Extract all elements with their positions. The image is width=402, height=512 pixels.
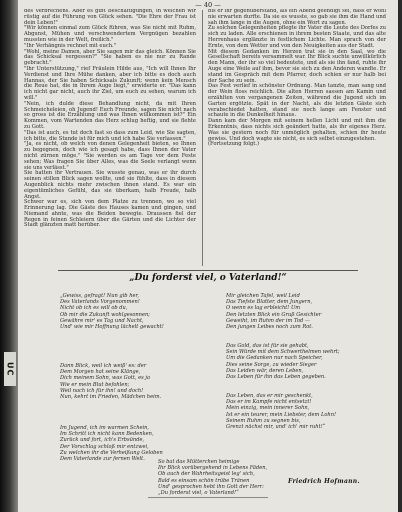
- poem-line: Gewähre mir' es Tag und Nacht,: [60, 317, 144, 324]
- poem-line: Ob mir die Zukunft wohlgesonnen;: [60, 311, 150, 318]
- poem-line: Sein Würde mit dem Schwerthelmen wehrt;: [226, 349, 340, 356]
- poem-author: Friedrich Hofmann.: [288, 478, 360, 485]
- page-number: — 40 —: [195, 1, 221, 9]
- poem-line: Ihr Blick vorübergehend in Lebens Fäden,: [158, 465, 268, 472]
- article-paragraph: "Ja, es nicht, ob welch von denen Gelegenheit bieten, so Ihnen zu begegnen, doch wie ich gesagt habe, dass Ihnen der Vater nicht zürnen möge." "Sie werden es am Tage vor dem Feste sehen; Was fragen Sie über Alles, was die Seele verlangt wenn sie uns verlässt.": [24, 141, 196, 171]
- article-paragraph: "Wohl, meine Damen, aber Sie sagen mir das gleich. Können Sie das Schicksal vergessen?" "Sie haben es nie nur zu Rande gebracht.": [24, 48, 196, 67]
- poem-line: Dem Vaterlande zur fernen Welt.: [60, 456, 145, 463]
- poem-line: „Gewiss, gefragt! Nun gib her,: [60, 293, 139, 299]
- poem-line: Den jungen Leibes noch zum Rot.: [226, 324, 313, 331]
- poem-line: Das Tiefste Blatter, dem Jungern,: [226, 299, 313, 306]
- article-paragraph: "Ihr Verhängnis rechnet mit euch.": [24, 42, 117, 49]
- article-column-right: [208, 9, 386, 267]
- poem-stanza-final: [158, 459, 267, 496]
- article-paragraph: des Verbrechens. Aber es gibt Beschäftigungen, in welchen wir rüstig auf die Führung von Glück sehen. "Die Ehre der Frau ist dein Leben!": [24, 9, 196, 26]
- article-paragraph: "Das ist auch, es tut doch fast so dass zum Leid, wie Sie sagten, ich bitte, die Stunde ist für mich und ich habe Sie verlassen.": [24, 129, 196, 142]
- article-paragraph: Schwer war es, sich von dem Platze zu trennen, wo so viel Erinnerung lag. Die Gäste des Hauses kamen und gingen, und Niemand ahnte, was die Beiden bewegte. Draussen fiel der Regen in feinen Schleiern über die Gärten und die Lichter der Stadt glänzten matt herüber.: [24, 199, 196, 229]
- poem-title: „Du forderst viel, o Vaterland!“: [129, 273, 287, 283]
- poem-line: Dem Morgen hat seine Klänge,: [60, 369, 141, 376]
- poem-line: Dies seine Sorge, zu wieder Sieger: [226, 361, 317, 368]
- article-paragraph: (Fortsetzung folgt.): [208, 141, 260, 148]
- poem-line: Weil nach ich für ihn! und doch!: [60, 387, 144, 394]
- poem-stanza: [226, 343, 340, 380]
- scan-binding-edge: [0, 0, 18, 512]
- poem-line: Mein einzig, mein innerer Sohn,: [226, 405, 310, 412]
- poem-line: O wenn es lag erbleicht! Um: [226, 305, 301, 312]
- poem-stanza: [226, 293, 321, 330]
- article-paragraph: Das Fest verlief in schönster Ordnung. Man tanzte, man sang und der Wein floss reichlich. Die alten Herren sassen am Kamin und erzählten von vergangenen Zeiten, während die Jugend sich im Garten ergötzte. Spät in der Nacht, als die letzten Gäste sich verabschiedet hatten, stand sie noch lange am Fenster und schaute in die Dunkelheit hinaus.: [208, 83, 386, 119]
- article-paragraph: Dann kam der Morgen mit seinem hellen Licht und mit ihm die Erkenntnis, dass nichts sich geändert hatte, als ihr eigenes Herz. Was sie gestern noch für unmöglich gehalten, schien ihr heute gewiss. Und doch wagte sie nicht, es sich selbst einzugestehen.: [208, 118, 386, 142]
- poem-line: Grenzt nächst mir, und' ich' mir ruht!“: [226, 424, 326, 431]
- poem-line: Das Leben für ihn das Leben gegeben.: [226, 374, 326, 381]
- article-paragraph: Mit diesem Gedanken im Herzen trat sie in den Saal, wo die Gesellschaft bereits versammelt war. Ihr Blick suchte unwillkürlich den Mann, der ihr so viel bedeutete, und als sie ihn fand, ruhte ihr Auge eine Weile auf ihm, bevor sie sich zu den Anderen wandte. Er stand im Gespräch mit dem Pfarrer, doch schien er nur halb bei der Sache zu sein.: [208, 48, 386, 84]
- edge-label-fragment: UC: [4, 352, 16, 386]
- section-separator: [58, 270, 358, 271]
- poem-end-rule: [148, 497, 268, 498]
- article-paragraph: bis er ihr gegenüberstand, als ein Abend geendigt sei, dass er wohl nie erwarten durfte. Da sie es wusste, so gab sie ihm die Hand und sah ihm lange in die Augen, ohne ein Wort zu sagen.: [208, 9, 386, 26]
- poem-line: Nun, kehrt im Frieden, Mädchen heim.: [60, 394, 162, 401]
- poem-line: Mir gleichen Tafel, weil Leid: [226, 293, 300, 299]
- poem-line: Das Leiden wär, deren Leben,: [226, 367, 304, 374]
- poem-line: Dann Blick, weil ich weiß' es: der: [60, 363, 147, 369]
- poem-line: Seinem Ruhm zu segnen bis,: [226, 417, 301, 424]
- poem-line: Der Vorschlag schloß mir entzwei,: [60, 443, 149, 450]
- poem-line: Und' wie mir Hoffnung lächelt gewacht!: [60, 324, 164, 331]
- poem-line: Im Schritt ich nicht kann Bedenken,: [60, 431, 154, 438]
- article-paragraph: Sie hatten ihr Vertrauen. Sie wusste genau, was er ihr durch seinen stillen Blick sagen wollte, und sie fühlte, dass in diesem Augenblick nichts mehr zwischen ihnen stand. Es war ein eigentümliches Gefühl, das sie überkam, halb Freude, halb Angst.: [24, 170, 196, 200]
- poem-line: Zu welchen ihr die Verheißung Geloben: [60, 449, 163, 456]
- poem-line: Nicht ob ich es will ob du,: [60, 305, 128, 312]
- poem-stanza: [60, 363, 161, 400]
- poem-stanza: [226, 393, 336, 430]
- article-paragraph: "Wir können einmal zum Glück führen, was Sie nicht mit Ruhm, Abgunst, Mühen und verschwendertem Vergnügen bezahlen mussten wie in der Welt, freilich.": [24, 25, 196, 43]
- poem-line: „Du forderst viel, o Vaterland!“: [158, 490, 239, 497]
- poem-line: Das Gold, das ist für sie gehabt,: [226, 343, 309, 349]
- poem-line: Im Jugend, ich im warmen Schein,: [60, 425, 150, 431]
- poem-line: Um die Gedanken nur nach Speicher,: [226, 355, 323, 362]
- poem-line: Zurück und fort, ich's Erbsünde,: [60, 437, 145, 444]
- poem-line: Dich meinem Sohn, was Gott, es ja: [60, 375, 151, 382]
- article-paragraph: Zu solchen Gelegenheiten pflegte ihr Vater die Leute des Dorfes zu sich zu laden. Alle erschienen in ihrem besten Staate, und das alte Herrenhaus erglänzte in festlichem Lichte. Man sprach von der Ernte, von dem Wetter und von den Neuigkeiten aus der Stadt.: [208, 25, 386, 49]
- poem-line: Geweiht, im Ruhm der im Tod —: [226, 317, 311, 324]
- poem-line: Das er im Kampfe nicht entsetzt!: [226, 399, 312, 406]
- poem-line: Und' gesprochen hebt ihn Gott der Herr:: [158, 483, 264, 490]
- poem-line: Ob auch der Wahrheitsgeist leg' sich,: [158, 471, 255, 478]
- column-divider: [202, 10, 203, 266]
- newspaper-page: [18, 0, 398, 512]
- poem-stanza: [60, 293, 164, 330]
- article-paragraph: "Nein, ich dulde diese Behandlung nicht, da mit Ihren Schmeicheleien, oh Jugend! Euch Freunde, sagen Sie nicht nach so gross ist die Erzählung und was Ihnen willkommen ist?" Ein Kommen, vom Wartenden das Herz schlug heftig, und sie flehte zu Gott.: [24, 100, 196, 130]
- poem-line: Das Leben, das er mir geschenkt,: [226, 393, 313, 399]
- poem-line: So bat das Mütterchen heimige: [158, 459, 240, 465]
- poem-line: Den letzten Blick ein Gruß Gesichter: [226, 311, 322, 318]
- poem-line: Bald es einsam schön trübe Tränen: [158, 477, 250, 484]
- poem-line: Ist er ein teurer, mein Liebster, dem Lohn!: [226, 411, 337, 418]
- article-column-left: [24, 9, 196, 267]
- poem-line: Wie er mein Blut befohlen;: [60, 381, 130, 388]
- article-paragraph: "Ihr Unterstützung," rief Fräulein Hilde aus, "Ich will Ihnen Ihr Verdienst und Ihre Mühe danken, aber ich bitte es doch auch Hannas, der Sie haben Schicksals Zukunft; wenn kein Mensch die Reue hat, die in Ihrem Auge liegt," erwiderte er. "Das kann ich nicht gar nicht, auch ihr Ziel, um euch zu sehen, warum ich will.": [24, 65, 196, 101]
- poem-stanza: [60, 425, 163, 462]
- poem-line: Des Vaterlands Vorgenommen!: [60, 299, 140, 306]
